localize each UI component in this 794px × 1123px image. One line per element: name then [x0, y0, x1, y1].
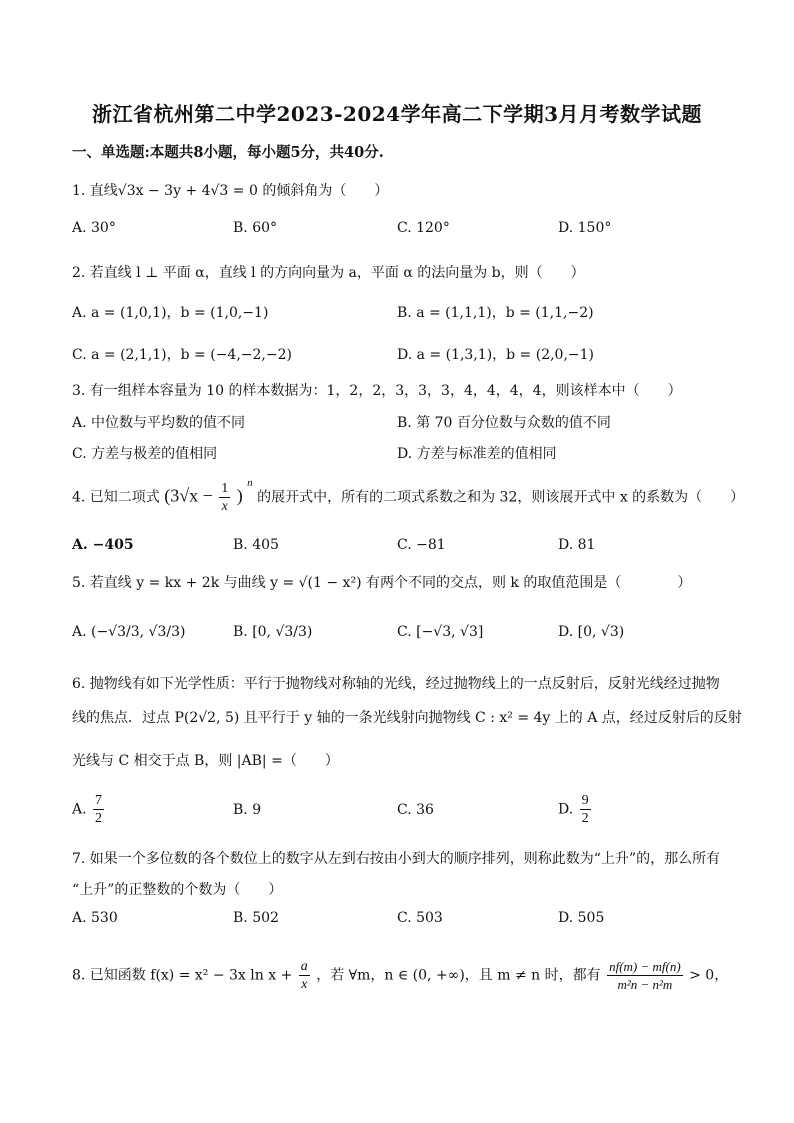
q4-frac-den: x [221, 499, 228, 514]
q6-option-d-fraction [580, 792, 591, 827]
q4-option-c: C. −81 [397, 537, 446, 553]
q2-stem: 2. 若直线 l ⊥ 平面 α，直线 l 的方向向量为 a，平面 α 的法向量为 b，则（ ） [72, 265, 585, 281]
q6-option-a-num: 7 [95, 793, 103, 808]
q7-option-b: B. 502 [233, 910, 279, 926]
q8-fraction-2 [607, 958, 683, 993]
q4-option-d: D. 81 [558, 537, 596, 553]
q7-option-c: C. 503 [397, 910, 443, 926]
q4-expr-b: ) [236, 485, 243, 506]
q1-option-d: D. 150° [558, 220, 612, 236]
q5-option-b: B. [0, √3/3) [233, 624, 313, 640]
q8-frac2-num: nf(m) − mf(n) [609, 959, 681, 974]
q5-option-d: D. [0, √3) [558, 624, 625, 640]
q6-option-c: C. 36 [397, 802, 434, 818]
q7-option-a: A. 530 [72, 910, 118, 926]
q6-option-b: B. 9 [233, 802, 262, 818]
q7-line-2: “上升”的正整数的个数为（ ） [72, 882, 283, 898]
q6-option-a-den: 2 [95, 811, 103, 826]
q1-option-b: B. 60° [233, 220, 278, 236]
q6-line-3: 光线与 C 相交于点 B，则 |AB| =（ ） [72, 753, 339, 769]
q6-option-d-label: D. [558, 801, 574, 818]
q3-option-d: D. 方差与标准差的值相同 [397, 446, 557, 462]
q8-stem-post: > 0， [689, 967, 729, 984]
q2-option-d: D. a = (1,3,1)，b = (2,0,−1) [397, 347, 595, 363]
q2-option-c: C. a = (2,1,1)，b = (−4,−2,−2) [72, 347, 292, 363]
q8-frac2-den: m²n − n²m [617, 977, 673, 992]
q6-line-2: 线的焦点．过点 P(2√2, 5) 且平行于 y 轴的一条光线射向抛物线 C : x² = 4y 上的 A 点，经过反射后的反射 [72, 710, 742, 726]
q6-option-a [72, 792, 106, 827]
q4-option-b: B. 405 [233, 537, 279, 553]
q7-line-1: 7. 如果一个多位数的各个数位上的数字从左到右按由小到大的顺序排列，则称此数为“上升”的，那么所有 [72, 851, 721, 867]
q3-option-c: C. 方差与极差的值相同 [72, 446, 218, 462]
q4-stem-pre: 4. 已知二项式 [72, 489, 160, 506]
q8-stem [72, 958, 728, 993]
q8-stem-pre: 8. 已知函数 f(x) = x² − 3x ln x + [72, 967, 293, 984]
q8-frac1-num: a [300, 959, 308, 974]
q7-option-d: D. 505 [558, 910, 605, 926]
q4-option-a: A. −405 [72, 537, 134, 553]
q8-stem-mid: ，若 ∀m，n ∈ (0, +∞)，且 m ≠ n 时，都有 [316, 967, 601, 984]
q4-stem [72, 476, 745, 515]
q3-stem: 3. 有一组样本容量为 10 的样本数据为：1，2，2，3，3，3，4，4，4，4，则该样本中（ ） [72, 383, 682, 399]
q4-expr-a: (3√x − [164, 485, 213, 506]
q1-stem: 1. 直线√3x − 3y + 4√3 = 0 的倾斜角为（ ） [72, 183, 389, 199]
q6-option-a-label: A. [72, 801, 87, 818]
q8-fraction-1 [299, 958, 310, 993]
q5-stem: 5. 若直线 y = kx + 2k 与曲线 y = √(1 − x²) 有两个不同的交点，则 k 的取值范围是（ ） [72, 575, 692, 591]
q3-option-a: A. 中位数与平均数的值不同 [72, 415, 246, 431]
q5-option-a: A. (−√3/3, √3/3) [72, 624, 186, 640]
q4-exponent: n [247, 476, 253, 489]
q5-option-c: C. [−√3, √3] [397, 624, 484, 640]
q4-stem-post: 的展开式中，所有的二项式系数之和为 32，则该展开式中 x 的系数为（ ） [257, 489, 745, 506]
q6-option-d-den: 2 [581, 811, 589, 826]
q6-option-d [558, 792, 593, 827]
q4-frac-num: 1 [221, 481, 229, 496]
q2-option-b: B. a = (1,1,1)，b = (1,1,−2) [397, 305, 594, 321]
q1-option-a: A. 30° [72, 220, 116, 236]
q8-frac1-den: x [301, 977, 308, 992]
q3-option-b: B. 第 70 百分位数与众数的值不同 [397, 415, 611, 431]
q6-line-1: 6. 抛物线有如下光学性质：平行于抛物线对称轴的光线，经过抛物线上的一点反射后，反射光线经过抛物 [72, 676, 720, 692]
exam-title: 浙江省杭州第二中学2023-2024学年高二下学期3月月考数学试题 [91, 102, 703, 126]
q2-option-a: A. a = (1,0,1)，b = (1,0,−1) [72, 305, 269, 321]
q4-fraction [219, 480, 230, 515]
section-heading: 一、单选题:本题共8小题，每小题5分，共40分. [72, 144, 384, 161]
q6-option-d-num: 9 [581, 793, 589, 808]
q1-option-c: C. 120° [397, 220, 450, 236]
q6-option-a-fraction [93, 792, 104, 827]
